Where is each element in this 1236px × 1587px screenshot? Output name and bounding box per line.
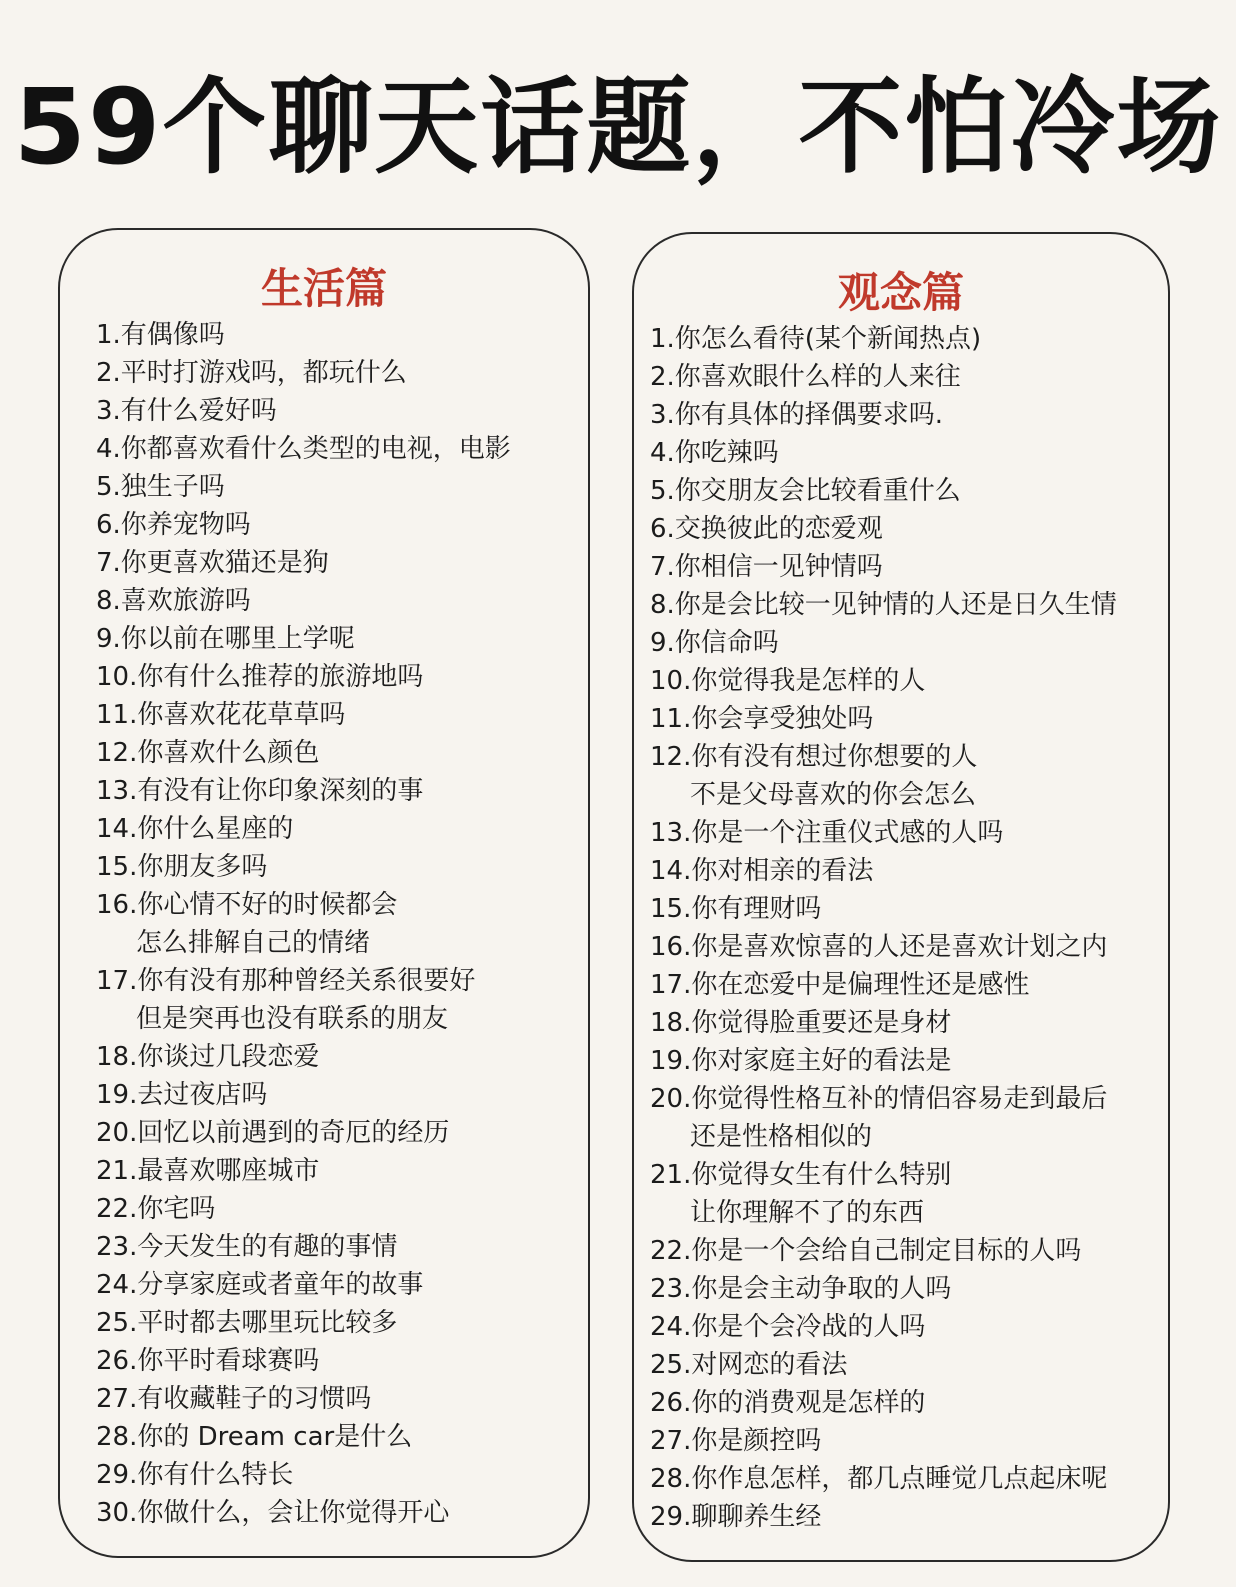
list-item: 22.你宅吗 [96,1194,216,1224]
list-item: 22.你是一个会给自己制定目标的人吗 [650,1236,1082,1266]
list-item: 15.你有理财吗 [650,894,822,924]
life-topics-heading: 生活篇 [260,264,387,313]
list-item: 30.你做什么，会让你觉得开心 [96,1498,450,1528]
list-item: 17.你有没有那种曾经关系很要好 [96,966,476,996]
list-item: 15.你朋友多吗 [96,852,268,882]
list-item: 6.你养宠物吗 [96,510,251,540]
list-item: 4.你吃辣吗 [650,438,779,468]
list-item: 11.你喜欢花花草草吗 [96,700,346,730]
list-item: 7.你更喜欢猫还是狗 [96,548,329,578]
list-item: 5.独生子吗 [96,472,225,502]
list-item: 16.你是喜欢惊喜的人还是喜欢计划之内 [650,932,1108,962]
list-item-continuation: 但是突再也没有联系的朋友 [136,1004,449,1034]
values-topics-panel [632,232,1170,1562]
list-item: 9.你信命吗 [650,628,779,658]
list-item: 19.去过夜店吗 [96,1080,268,1110]
list-item: 20.回忆以前遇到的奇厄的经历 [96,1118,450,1148]
list-item: 14.你对相亲的看法 [650,856,874,886]
list-item: 23.你是会主动争取的人吗 [650,1274,952,1304]
list-item: 29.聊聊养生经 [650,1502,822,1532]
list-item: 20.你觉得性格互补的情侣容易走到最后 [650,1084,1108,1114]
list-item: 19.你对家庭主好的看法是 [650,1046,952,1076]
list-item: 2.你喜欢眼什么样的人来往 [650,362,961,392]
list-item: 3.有什么爱好吗 [96,396,277,426]
list-item: 3.你有具体的择偶要求吗. [650,400,944,430]
life-topics-list [96,316,511,1532]
list-item: 24.分享家庭或者童年的故事 [96,1270,424,1300]
list-item: 6.交换彼此的恋爱观 [650,514,883,544]
list-item: 8.喜欢旅游吗 [96,586,251,616]
list-item: 17.你在恋爱中是偏理性还是感性 [650,970,1030,1000]
list-item: 12.你喜欢什么颜色 [96,738,320,768]
life-topics-panel [58,228,590,1558]
list-item: 1.有偶像吗 [96,320,225,350]
list-item: 7.你相信一见钟情吗 [650,552,883,582]
list-item: 18.你谈过几段恋爱 [96,1042,320,1072]
list-item: 21.最喜欢哪座城市 [96,1156,320,1186]
list-item: 1.你怎么看待(某个新闻热点) [650,324,982,354]
list-item: 28.你的 Dream car是什么 [96,1422,413,1452]
list-item: 27.有收藏鞋子的习惯吗 [96,1384,372,1414]
list-item: 12.你有没有想过你想要的人 [650,742,978,772]
list-item-continuation: 让你理解不了的东西 [690,1198,925,1228]
list-item: 25.平时都去哪里玩比较多 [96,1308,398,1338]
list-item-continuation: 还是性格相似的 [690,1122,873,1152]
list-item: 2.平时打游戏吗，都玩什么 [96,358,407,388]
list-item: 26.你平时看球赛吗 [96,1346,320,1376]
list-item: 28.你作息怎样，都几点睡觉几点起床呢 [650,1464,1108,1494]
list-item: 16.你心情不好的时候都会 [96,890,398,920]
list-item-continuation: 怎么排解自己的情绪 [136,928,371,958]
list-item: 27.你是颜控吗 [650,1426,822,1456]
list-item: 21.你觉得女生有什么特别 [650,1160,952,1190]
list-item: 10.你有什么推荐的旅游地吗 [96,662,424,692]
list-item: 25.对网恋的看法 [650,1350,848,1380]
list-item: 26.你的消费观是怎样的 [650,1388,926,1418]
page-title: 59个聊天话题，不怕冷场 [13,66,1223,188]
list-item: 13.有没有让你印象深刻的事 [96,776,424,806]
list-item: 13.你是一个注重仪式感的人吗 [650,818,1004,848]
list-item: 9.你以前在哪里上学呢 [96,624,355,654]
values-topics-list [650,320,1117,1536]
list-item: 4.你都喜欢看什么类型的电视，电影 [96,434,511,464]
list-item: 10.你觉得我是怎样的人 [650,666,926,696]
list-item: 24.你是个会冷战的人吗 [650,1312,926,1342]
list-item: 29.你有什么特长 [96,1460,294,1490]
list-item: 23.今天发生的有趣的事情 [96,1232,398,1262]
list-item: 18.你觉得脸重要还是身材 [650,1008,952,1038]
list-item: 5.你交朋友会比较看重什么 [650,476,961,506]
list-item: 8.你是会比较一见钟情的人还是日久生情 [650,590,1117,620]
list-item: 11.你会享受独处吗 [650,704,874,734]
list-item: 14.你什么星座的 [96,814,294,844]
values-topics-heading: 观念篇 [837,268,964,317]
list-item-continuation: 不是父母喜欢的你会怎么 [690,780,977,810]
